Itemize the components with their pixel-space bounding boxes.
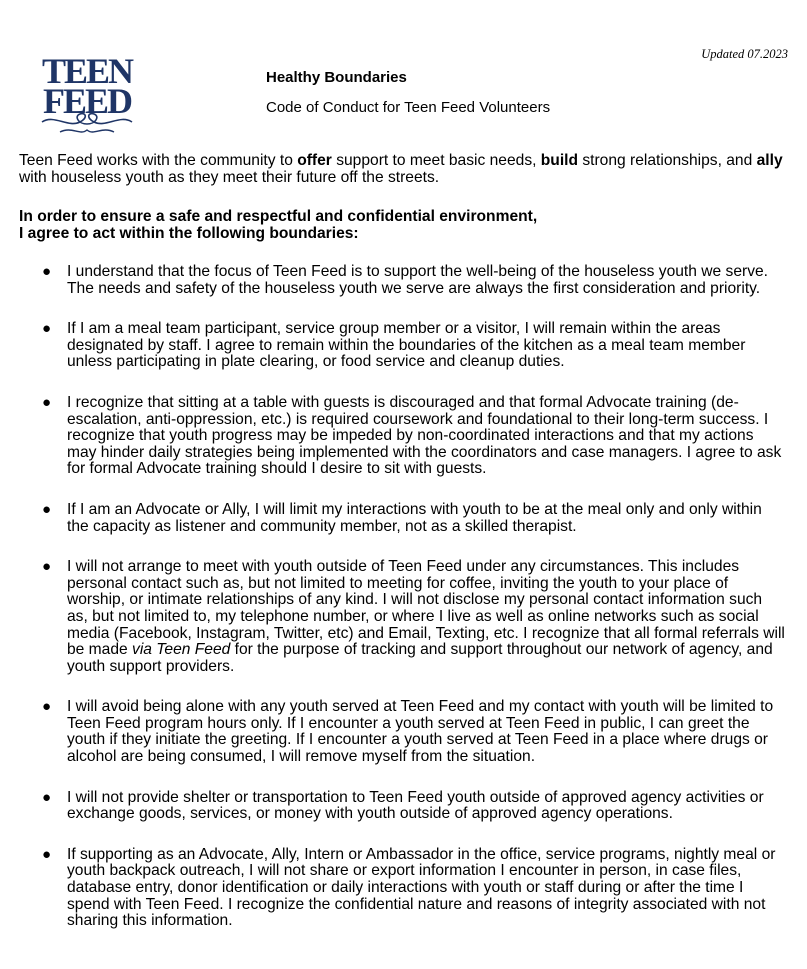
bullet-icon: ● xyxy=(42,500,52,518)
list-item: ● If I am a meal team participant, service group member or a visitor, I will remain within the areas designated by staff. I agree to remain within the boundaries of the kitchen as a meal team member unless participating in plate clearing, or food service and cleanup duties. xyxy=(42,320,746,371)
document-subtitle: Code of Conduct for Teen Feed Volunteers xyxy=(266,99,551,116)
list-item: ● I recognize that sitting at a table with guests is discouraged and that formal Advocate training (de-escalation, anti-oppression, etc.) is required coursework and foundational to their long-term success. I recognize that youth progress may be impeded by non-coordinated interactions and that my actions may hinder daily strategies being implemented with the coordinators and case managers. I agree to ask for formal Advocate training should I desire to sit with guests. xyxy=(42,393,782,478)
bullet-icon: ● xyxy=(42,698,52,716)
list-item: ● I will not arrange to meet with youth outside of Teen Feed under any circumstances. This includes personal contact such as, but not limited to meeting for coffee, inviting the youth to your place of worship, or intimate relationships of any kind. I will not disclose my personal contact information such as, but not limited to, my telephone number, or where I live as well as online networks such as social media (Facebook, Instagram, Twitter, etc) and Email, Texting, etc. I recognize that all formal referrals will be made via Teen Feed for the purpose of tracking and support throughout our network of agency, and youth support providers. xyxy=(42,558,785,675)
updated-date: Updated 07.2023 xyxy=(701,47,788,61)
list-item: ● I will avoid being alone with any youth served at Teen Feed and my contact with youth will be limited to Teen Feed program hours only. If I encounter a youth served at Teen Feed in public, I can greet the youth if they initiate the greeting. If I encounter a youth served at Teen Feed in a place where drugs or alcohol are being consumed, I will remove myself from the situation. xyxy=(42,698,774,766)
list-item: ● I will not provide shelter or transportation to Teen Feed youth outside of approved agency activities or exchange goods, services, or money with youth outside of approved agency operations. xyxy=(42,788,764,823)
list-item: ● If I am an Advocate or Ally, I will limit my interactions with youth to be at the meal only and only within the capacity as listener and community member, not as a skilled therapist. xyxy=(42,500,762,535)
logo-flourish-lower xyxy=(60,130,114,132)
bullet-icon: ● xyxy=(42,558,52,576)
bullet-icon: ● xyxy=(42,845,52,863)
bullet-icon: ● xyxy=(42,788,52,806)
intro-paragraph: Teen Feed works with the community to offer support to meet basic needs, build strong relationships, and ally with houseless youth as they meet their future off the streets. xyxy=(19,152,783,186)
list-item: ● I understand that the focus of Teen Feed is to support the well-being of the houseless youth we serve. The needs and safety of the houseless youth we serve are always the first consideration and priority. xyxy=(42,263,768,297)
bullet-icon: ● xyxy=(42,263,52,280)
logo-text-teen: TEEN xyxy=(41,52,133,91)
bullet-icon: ● xyxy=(42,393,52,411)
boundaries-list xyxy=(0,264,807,954)
teen-feed-logo xyxy=(34,52,140,142)
commitment-statement: In order to ensure a safe and respectful and confidential environment, I agree to act within the following boundaries: xyxy=(19,208,538,242)
logo-text-feed: FEED xyxy=(42,81,132,121)
document-title: Healthy Boundaries xyxy=(266,69,407,86)
list-item: ● If supporting as an Advocate, Ally, Intern or Ambassador in the office, service programs, nightly meal or youth backpack outreach, I will not share or export information I encounter in person, in case files, database entry, donor identification or daily interactions with youth or staff during or after the time I spend with Teen Feed. I recognize the confidential nature and reasons of integrity associated with not sharing this information. xyxy=(42,845,776,930)
bullet-icon: ● xyxy=(42,320,52,338)
